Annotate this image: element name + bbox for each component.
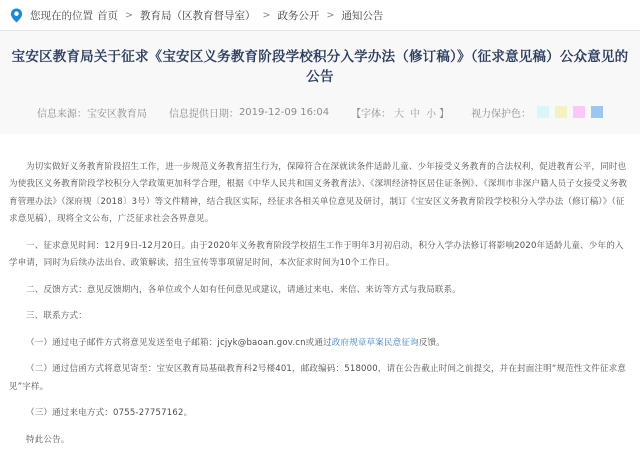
breadcrumb-item-bureau[interactable]: 教育局（区教育督导室） <box>140 8 256 23</box>
eye-protect-label: 视力保护色： <box>471 105 531 120</box>
contact-email-tail: 反馈。 <box>419 338 445 348</box>
eye-protect-swatch-yellow[interactable] <box>555 106 567 118</box>
eye-protect-swatch-pink[interactable] <box>573 106 585 118</box>
article-body <box>0 134 640 449</box>
paragraph-section2: 二、反馈方式：意见反馈期内，各单位或个人如有任何意见或建议，请通过来电、来信、来访等方式与我局联系。 <box>9 282 631 300</box>
paragraph-intro: 为切实做好义务教育阶段招生工作，进一步规范义务教育招生行为，保障符合在深就读条件适龄儿童、少年接受义务教育的合法权利，促进教育公平，同时也为使我区义务教育阶段学校积分入学政策更加科学合理，根据《中华人民共和国义务教育法》、《深圳经济特区居住证条例》、《深圳市非深户籍人员子女接受义务教育管理办法》（深府规〔2018〕3号）等文件精神，结合我区实际，经征求各相关单位意见及研讨，制订《宝安区义务教育阶段学校积分入学办法（修订稿）》（征求意见稿），现将全文公布，广泛征求社会各界意见。 <box>9 159 631 229</box>
breadcrumb-separator: > <box>262 10 270 21</box>
page-title: 宝安区教育局关于征求《宝安区义务教育阶段学校积分入学办法（修订稿）》（征求意见稿）公众意见的公告 <box>8 47 632 88</box>
info-source <box>37 105 147 120</box>
font-size-large-button[interactable]: 大 <box>394 105 404 120</box>
info-source-label: 信息来源： <box>37 105 87 120</box>
paragraph-contact-phone: （三）通过来电方式：0755-27757162。 <box>9 405 631 423</box>
breadcrumb <box>0 0 640 31</box>
info-date-value: 2019-12-09 16:04 <box>239 107 329 118</box>
eye-protect-swatch-blue[interactable] <box>591 106 603 118</box>
font-size-label-close: 】 <box>439 105 449 120</box>
paragraph-section3: 三、联系方式： <box>9 308 631 326</box>
breadcrumb-separator: > <box>125 10 133 21</box>
meta-row <box>8 105 632 120</box>
breadcrumb-item-gov-affairs[interactable]: 政务公开 <box>277 8 319 23</box>
breadcrumb-item-notices[interactable]: 通知公告 <box>341 8 383 23</box>
info-source-value: 宝安区教育局 <box>87 105 147 120</box>
breadcrumb-item-home[interactable]: 首页 <box>97 8 118 23</box>
paragraph-contact-mail: （二）通过信函方式将意见寄至：宝安区教育局基础教育科2号楼401，邮政编码：518000，请在公告截止时间之前提交，并在封面注明“规范性文件征求意见”字样。 <box>9 361 631 396</box>
eye-protect-control <box>471 105 603 120</box>
font-size-control <box>351 105 449 120</box>
font-size-label-open: 【字体： <box>351 105 391 120</box>
location-pin-icon <box>10 8 23 23</box>
paragraph-section1: 一、征求意见时间：12月9日-12月20日。由于2020年义务教育阶段学校招生工作于明年3月初启动，积分入学办法修订将影响2020年适龄儿童、少年的入学申请，同时为后续办法出台、政策解读、招生宣传等事项留足时间，本次征求时间为10个工作日。 <box>9 238 631 273</box>
public-opinion-consultation-link[interactable]: 政府规章草案民意征询 <box>332 338 419 348</box>
paragraph-contact-email <box>9 335 631 353</box>
info-date-label: 信息提供日期： <box>169 105 239 120</box>
font-size-small-button[interactable]: 小 <box>426 105 436 120</box>
breadcrumb-separator: > <box>326 10 334 21</box>
eye-protect-swatch-cyan[interactable] <box>537 106 549 118</box>
info-date <box>169 105 329 120</box>
article-header <box>0 31 640 134</box>
paragraph-closing: 特此公告。 <box>9 432 631 449</box>
breadcrumb-label: 您现在的位置 <box>30 8 93 23</box>
contact-email-text: （一）通过电子邮件方式将意见发送至电子邮箱：jcjyk@baoan.gov.cn或通过 <box>26 338 332 348</box>
font-size-medium-button[interactable]: 中 <box>410 105 420 120</box>
